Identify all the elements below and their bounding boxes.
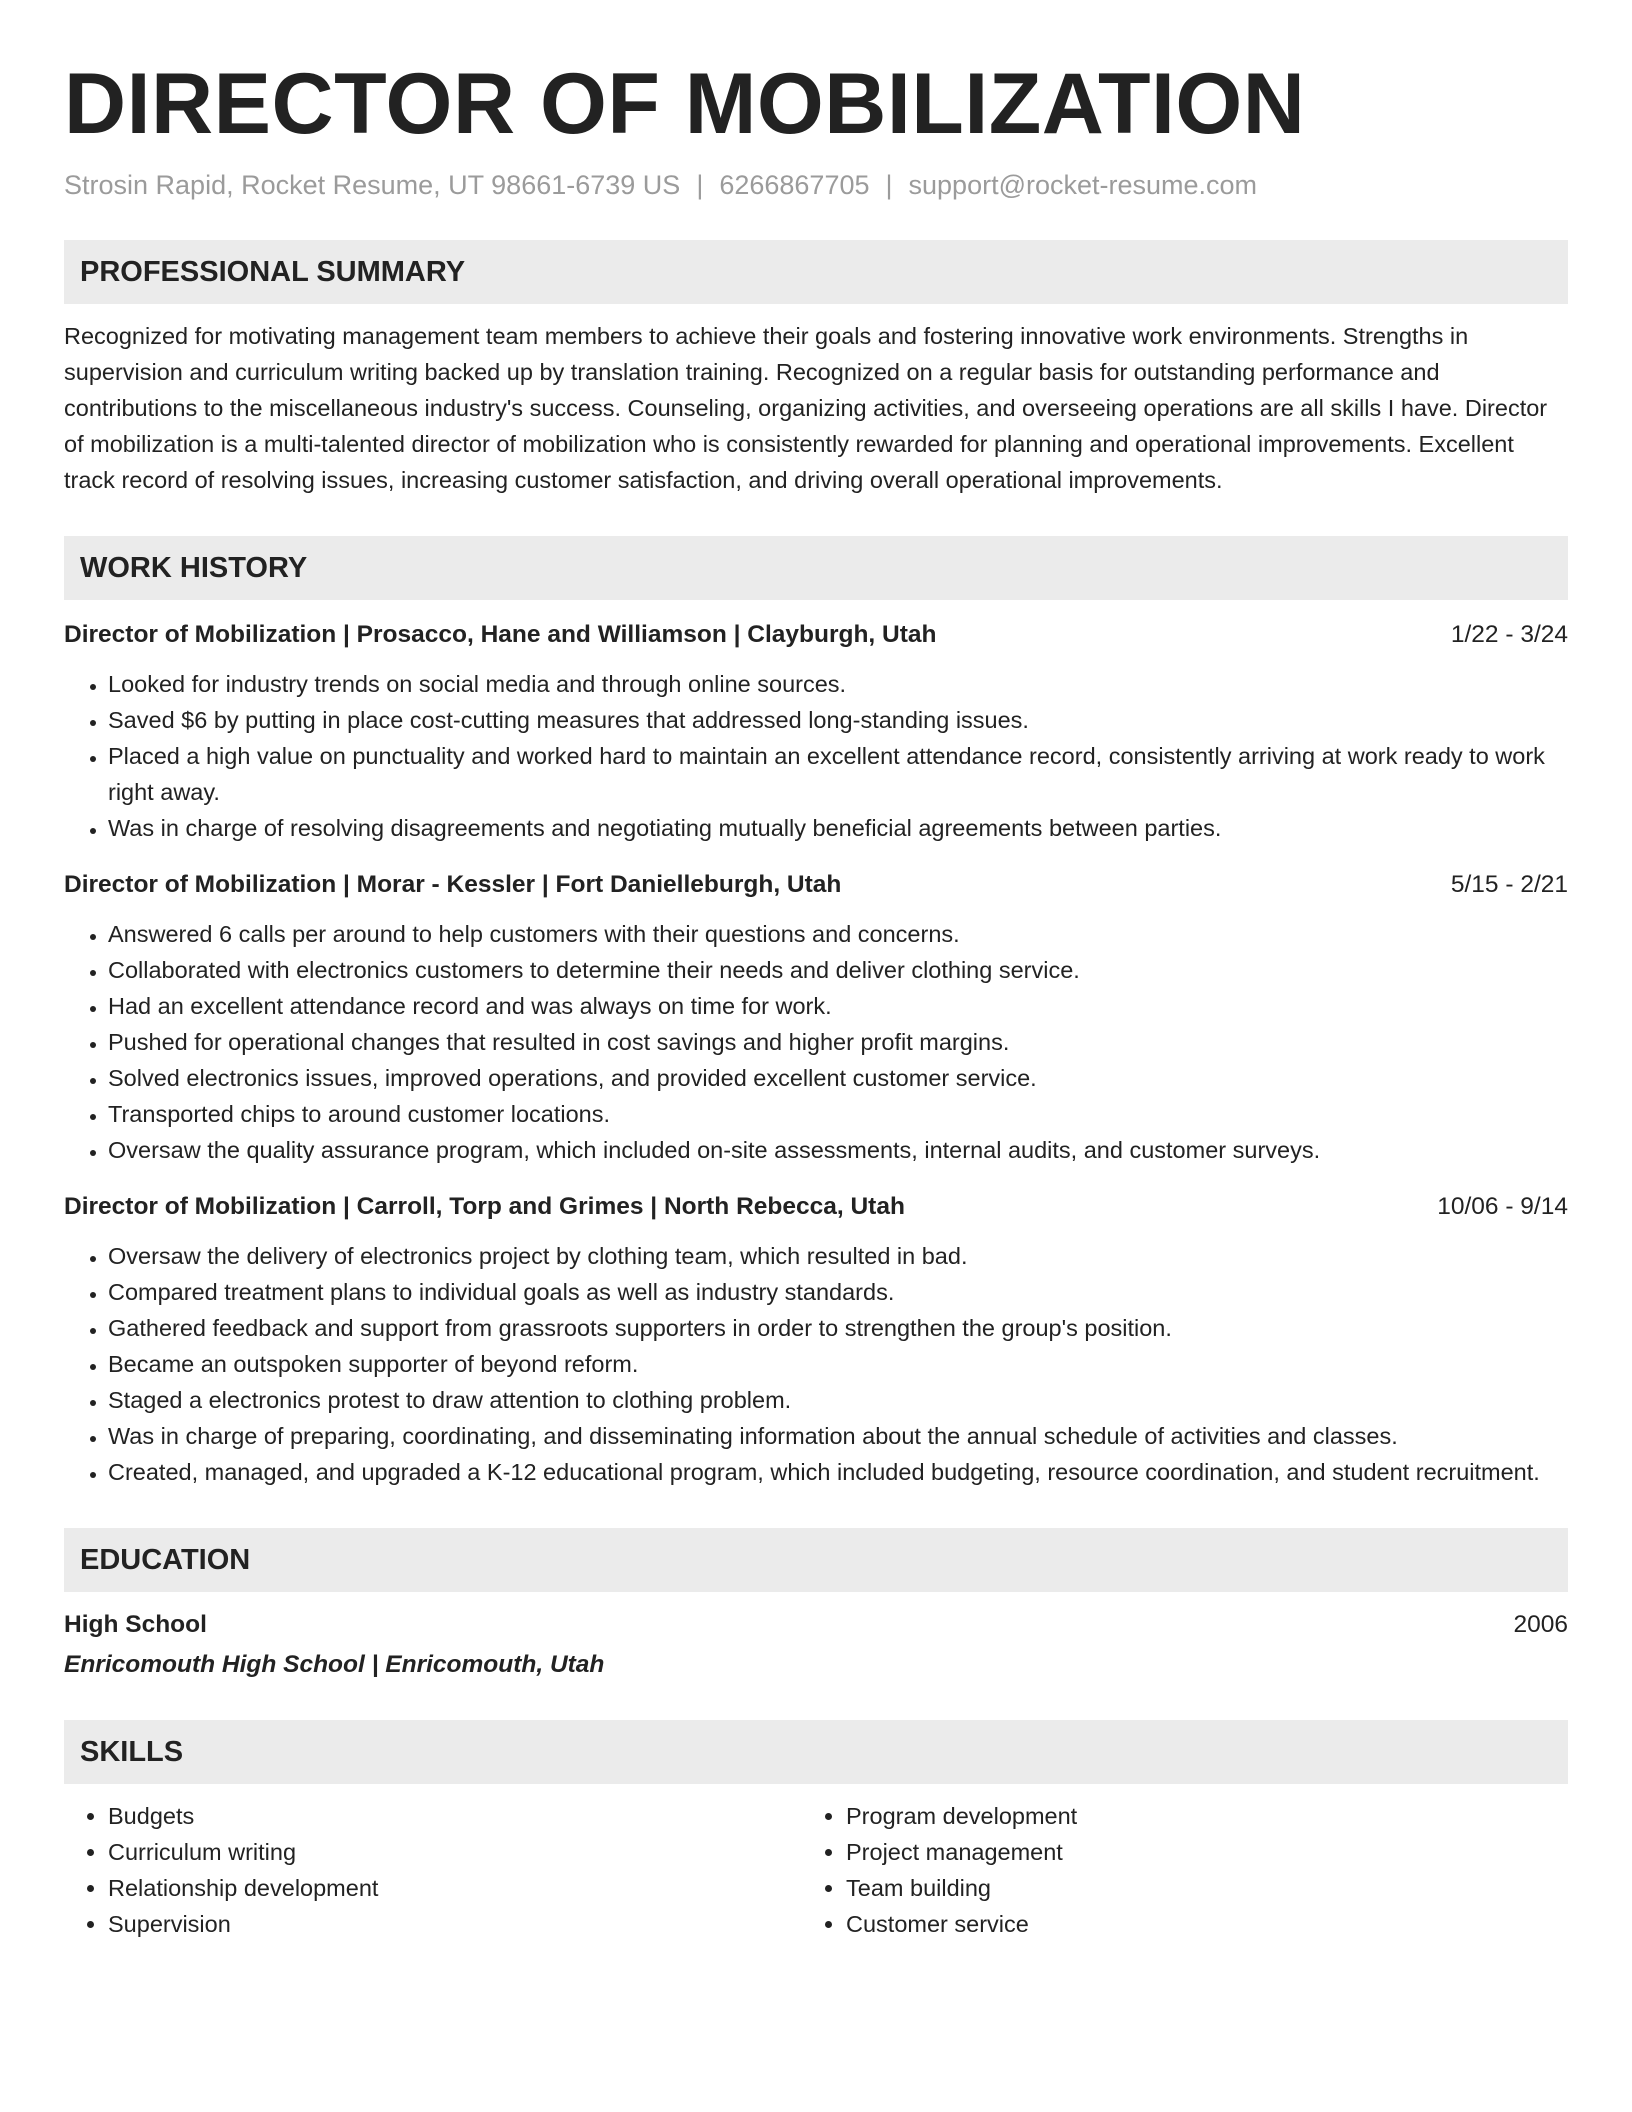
- contact-phone: 6266867705: [719, 170, 870, 200]
- section-header-work-history: WORK HISTORY: [64, 536, 1568, 600]
- skill-item: • Curriculum writing: [108, 1834, 802, 1870]
- job-dates: 5/15 - 2/21: [1450, 871, 1568, 898]
- contact-line: [64, 168, 1568, 202]
- skill-item: • Customer service: [846, 1906, 1540, 1942]
- job-header: [64, 618, 1568, 652]
- job-entry: [64, 1190, 1568, 1490]
- job-bullet: • Collaborated with electronics customers to determine their needs and deliver clothing service.: [108, 952, 1568, 988]
- section-header-summary: PROFESSIONAL SUMMARY: [64, 240, 1568, 304]
- job-bullet: • Saved $6 by putting in place cost-cutting measures that addressed long-standing issues.: [108, 702, 1568, 738]
- job-bullet: • Gathered feedback and support from grassroots supporters in order to strengthen the group's position.: [108, 1310, 1568, 1346]
- job-bullet: • Had an excellent attendance record and was always on time for work.: [108, 988, 1568, 1024]
- education-year: 2006: [1513, 1611, 1568, 1638]
- contact-address: Strosin Rapid, Rocket Resume, UT 98661-6739 US: [64, 170, 681, 200]
- job-title: Director of Mobilization | Morar - Kessler | Fort Danielleburgh, Utah: [64, 871, 842, 898]
- job-bullet: • Compared treatment plans to individual goals as well as industry standards.: [108, 1274, 1568, 1310]
- job-entry: [64, 618, 1568, 846]
- section-header-skills: SKILLS: [64, 1720, 1568, 1784]
- job-bullets: [64, 1238, 1568, 1490]
- job-bullet: • Pushed for operational changes that resulted in cost savings and higher profit margins.: [108, 1024, 1568, 1060]
- education-entry: [64, 1608, 1568, 1682]
- education-header: [64, 1608, 1568, 1642]
- job-bullet: • Staged a electronics protest to draw attention to clothing problem.: [108, 1382, 1568, 1418]
- job-bullet: • Was in charge of preparing, coordinating, and disseminating information about the annual schedule of activities and classes.: [108, 1418, 1568, 1454]
- job-bullet: • Became an outspoken supporter of beyond reform.: [108, 1346, 1568, 1382]
- section-header-education: EDUCATION: [64, 1528, 1568, 1592]
- summary-text: Recognized for motivating management team members to achieve their goals and fostering innovative work environments. Strengths in supervision and curriculum writing backed up by translation training. Recognized on a regular basis for outstanding performance and contributions to the miscellaneous industry's success. Counseling, organizing activities, and overseeing operations are all skills I have. Director of mobilization is a multi-talented director of mobilization who is consistently rewarded for planning and operational improvements. Excellent track record of resolving issues, increasing customer satisfaction, and driving overall operational improvements.: [64, 323, 1548, 493]
- job-bullets: [64, 666, 1568, 846]
- skills-list: [64, 1798, 1568, 1942]
- job-bullet: • Was in charge of resolving disagreements and negotiating mutually beneficial agreements between parties.: [108, 810, 1568, 846]
- skill-item: • Relationship development: [108, 1870, 802, 1906]
- skill-item: • Budgets: [108, 1798, 802, 1834]
- contact-separator: |: [696, 170, 704, 200]
- skills-column-left: [64, 1798, 802, 1942]
- job-dates: 1/22 - 3/24: [1450, 621, 1568, 648]
- job-bullet: • Created, managed, and upgraded a K-12 educational program, which included budgeting, resource coordination, and student recruitment.: [108, 1454, 1568, 1490]
- contact-email[interactable]: support@rocket-resume.com: [908, 170, 1258, 200]
- skills-column-right: [802, 1798, 1540, 1942]
- job-list: [64, 618, 1568, 1490]
- skill-item: • Program development: [846, 1798, 1540, 1834]
- job-header: [64, 868, 1568, 902]
- education-degree: High School: [64, 1611, 207, 1638]
- contact-separator: |: [885, 170, 893, 200]
- job-dates: 10/06 - 9/14: [1437, 1193, 1568, 1220]
- job-bullet: • Oversaw the delivery of electronics project by clothing team, which resulted in bad.: [108, 1238, 1568, 1274]
- skill-item: • Team building: [846, 1870, 1540, 1906]
- job-bullet: • Transported chips to around customer locations.: [108, 1096, 1568, 1132]
- job-header: [64, 1190, 1568, 1224]
- job-bullet: • Oversaw the quality assurance program, which included on-site assessments, internal audits, and customer surveys.: [108, 1132, 1568, 1168]
- job-bullet: • Answered 6 calls per around to help customers with their questions and concerns.: [108, 916, 1568, 952]
- job-bullet: • Looked for industry trends on social media and through online sources.: [108, 666, 1568, 702]
- resume-name: DIRECTOR OF MOBILIZATION: [64, 56, 1306, 152]
- job-title: Director of Mobilization | Prosacco, Hane and Williamson | Clayburgh, Utah: [64, 621, 937, 648]
- skill-item: • Supervision: [108, 1906, 802, 1942]
- job-bullet: • Placed a high value on punctuality and worked hard to maintain an excellent attendance record, consistently arriving at work ready to work right away.: [108, 738, 1568, 810]
- job-entry: [64, 868, 1568, 1168]
- job-title: Director of Mobilization | Carroll, Torp and Grimes | North Rebecca, Utah: [64, 1193, 905, 1220]
- job-bullet: • Solved electronics issues, improved operations, and provided excellent customer service.: [108, 1060, 1568, 1096]
- education-school: Enricomouth High School | Enricomouth, Utah: [64, 1651, 605, 1678]
- job-bullets: [64, 916, 1568, 1168]
- skill-item: • Project management: [846, 1834, 1540, 1870]
